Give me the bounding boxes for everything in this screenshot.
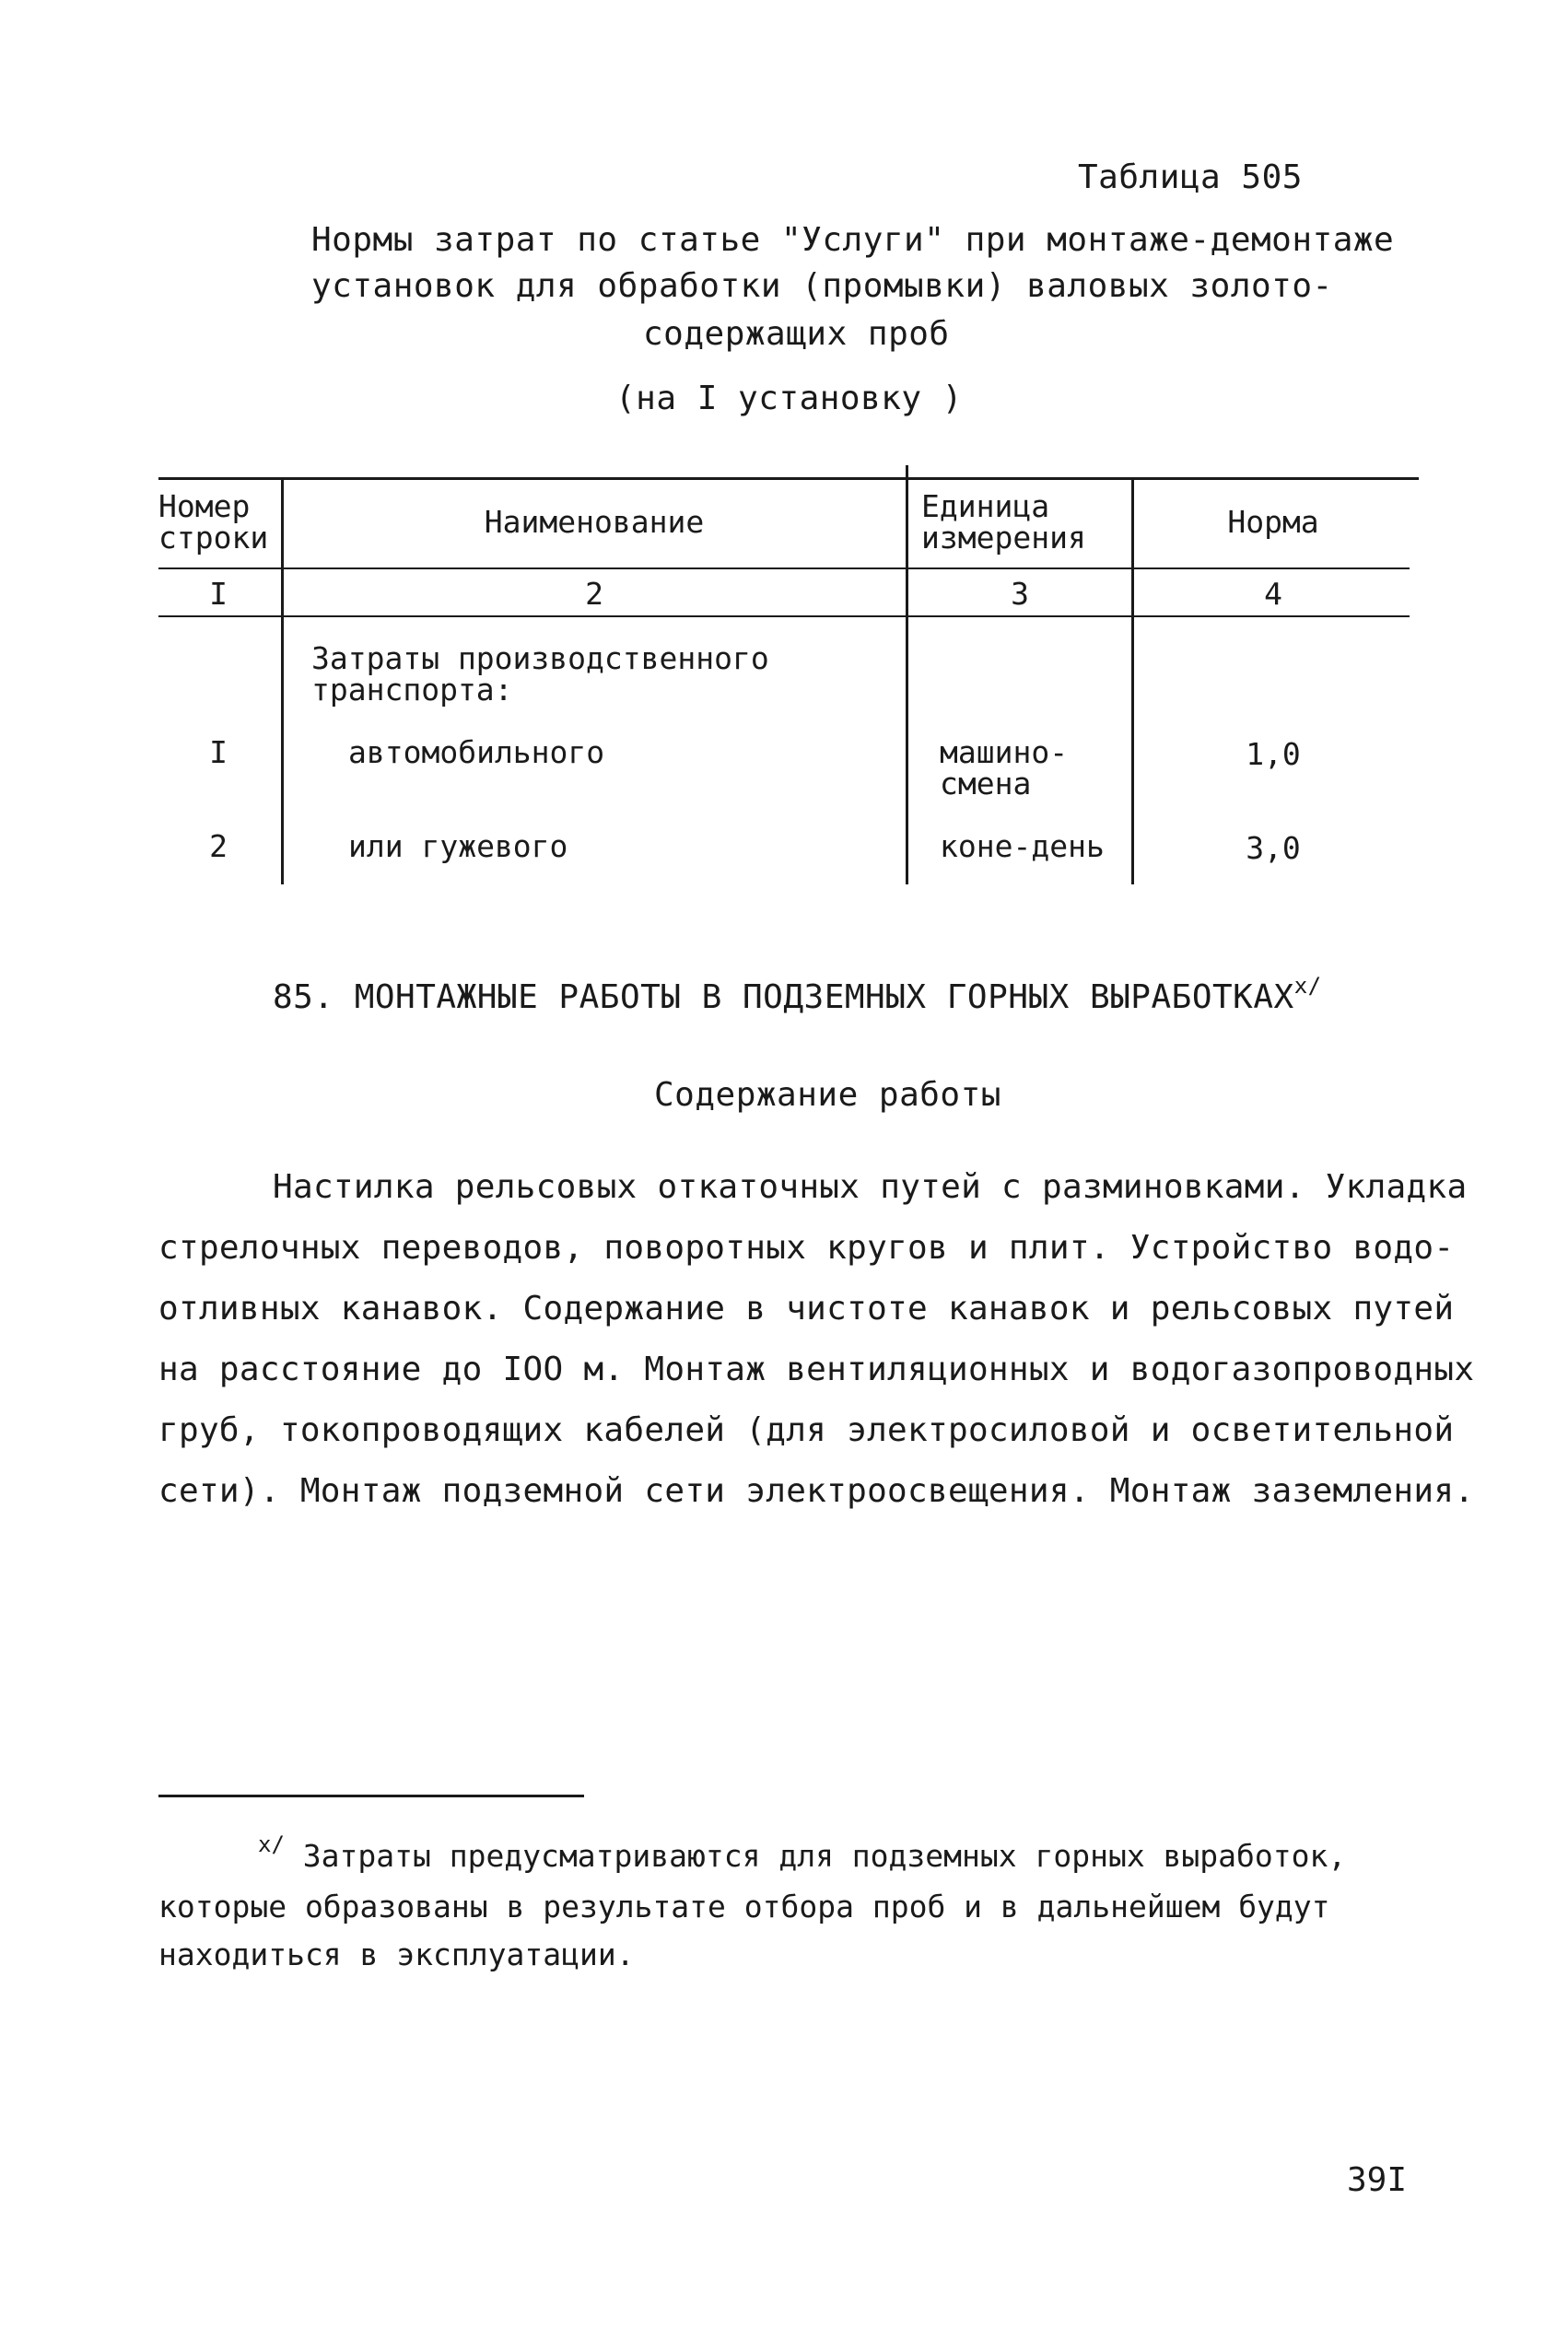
footnote-separator <box>158 1795 584 1797</box>
col-index-1: I <box>209 576 228 612</box>
footnote-marker: x/ <box>258 1831 285 1857</box>
section-subheading: Содержание работы <box>654 1076 1001 1114</box>
row-1-norm: 1,0 <box>1246 736 1301 772</box>
col-index-2: 2 <box>585 576 603 612</box>
paragraph-line: груб, токопроводящих кабелей (для электросиловой и осветительной <box>158 1411 1455 1449</box>
footnote-line-3: находиться в эксплуатации. <box>158 1936 635 1972</box>
col-header-norm: Норма <box>1227 504 1319 540</box>
table-col-divider-1 <box>281 479 284 884</box>
footnote-mark: x/ <box>1293 973 1322 999</box>
page-number: 39I <box>1347 2161 1408 2199</box>
footnote-line-1: $^{x/}$ Затраты предусматриваются для подземных горных выработок, <box>258 1831 1347 1874</box>
paragraph-line: Настилка рельсовых откаточных путей с разминовками. Укладка <box>273 1168 1468 1206</box>
col-header-name: Наименование <box>484 504 705 540</box>
row-1-name: автомобильного <box>348 734 605 770</box>
paragraph-line: стрелочных переводов, поворотных кругов и плит. Устройство водо- <box>158 1229 1455 1267</box>
row-1-unit: машино- смена <box>940 734 1069 801</box>
table-col-divider-2 <box>906 465 908 884</box>
paragraph-line: отливных канавок. Содержание в чистоте канавок и рельсовых путей <box>158 1290 1455 1328</box>
col-index-4: 4 <box>1264 576 1282 612</box>
paragraph-line: на расстояние до IOO м. Монтаж вентиляционных и водогазопроводных <box>158 1351 1475 1388</box>
col-header-unit: Единица измерения <box>921 488 1086 556</box>
footnote-line-2: которые образованы в результате отбора проб и в дальнейшем будут <box>158 1889 1330 1924</box>
group-label: Затраты производственного транспорта: <box>311 640 769 708</box>
row-2-name: или гужевого <box>348 828 568 864</box>
table-top-rule <box>158 477 1419 480</box>
paragraph-line: сети). Монтаж подземной сети электроосвещения. Монтаж заземления. <box>158 1472 1475 1510</box>
table-subtitle: (на I установку ) <box>615 380 963 417</box>
col-header-number: Номер строки <box>158 488 269 556</box>
row-2-norm: 3,0 <box>1246 830 1301 866</box>
table-title-line-3: содержащих проб <box>643 315 950 353</box>
table-header-rule <box>158 567 1410 569</box>
table-label: Таблица 505 <box>1078 158 1303 196</box>
row-1-number: I <box>209 734 228 770</box>
table-col-divider-3 <box>1131 479 1134 884</box>
section-heading: 85. МОНТАЖНЫЕ РАБОТЫ В ПОДЗЕМНЫХ ГОРНЫХ $ВЫРАБОТКАХ^{x/}$ <box>273 973 1322 1016</box>
row-2-unit: коне-день <box>940 828 1105 864</box>
table-title-line-2: установок для обработки (промывки) валовых золото- <box>311 267 1333 305</box>
row-2-number: 2 <box>209 828 228 864</box>
table-title-line-1: Нормы затрат по статье "Услуги" при монтаже-демонтаже <box>311 221 1395 259</box>
table-index-rule <box>158 615 1410 617</box>
col-index-3: 3 <box>1011 576 1029 612</box>
